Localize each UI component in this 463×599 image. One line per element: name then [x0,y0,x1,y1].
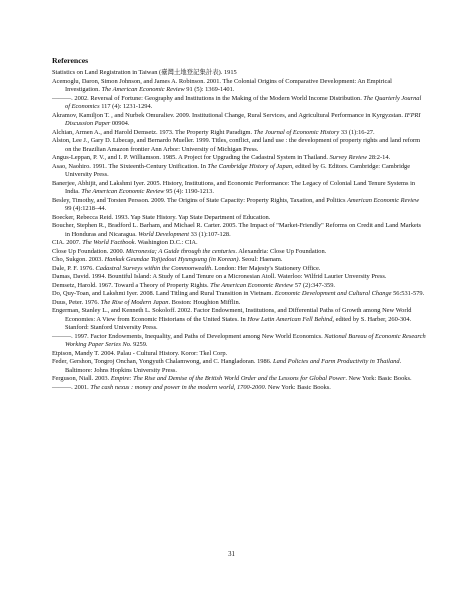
reference-text: ———. 2002. Reversal of Fortune: Geography and Institutions in the Making of the Modern World Income Distribution. [52,94,364,102]
reference-italic-text: The American Economic Review [101,86,185,93]
reference-entry [52,256,426,265]
reference-text: Boecker, Rebecca Reid. 1993. Yap State History. Yap State Department of Education. [52,213,271,221]
reference-entry [52,197,426,214]
reference-text: . Alexandria: Close Up Foundation. [235,247,327,255]
reference-text: 117 (4): 1231-1294. [99,103,153,110]
reference-text: 57 (2):347-359. [293,281,336,289]
reference-entry [52,299,426,308]
reference-entry [52,78,426,95]
reference-entry [52,358,426,375]
reference-text: , edited by S. Harber, 260-304. Stanford: Stanford University Press. [65,315,412,331]
reference-entry [52,112,426,129]
reference-text: Close Up Foundation. 2000. [52,247,126,255]
reference-list [52,69,426,392]
reference-text: Dale, P. F. 1976. [52,264,96,272]
reference-text: Acemoglu, Daron, Simon Johnson, and James A. Robinson. 2001. The Colonial Origins of Comparative Development: An Empirical Investigation. [52,77,392,93]
reference-entry [52,239,426,248]
reference-entry [52,180,426,197]
reference-italic-text: Micronesia; A Guide through the centuries [125,247,236,255]
reference-entry [52,95,426,112]
reference-text: Akramov, Kamiljon T. , and Nurbek Omuraliev. 2009. Institutional Change, Rural Services, and Agricultural Performance in Kyrgyzstan. [52,111,405,119]
reference-entry [52,273,426,282]
reference-italic-text: World Development [138,230,189,238]
reference-text: Engerman, Stanley L., and Kenneth L. Sokoloff. 2002. Factor Endowment, Institutions, and Differential Paths of Growth among New World Economies: A View from Economic Historians of the United States. In [52,307,412,323]
reference-entry [52,384,426,393]
reference-text: Cho, Sukgon. 2003. [52,256,105,263]
reference-entry [52,333,426,350]
reference-text: 91 (5): 1369-1401. [184,86,235,93]
reference-text: Banerjee, Abhijit, and Lakshmi Iyer. 2005. History, Institutions, and Economic Performance: The Legacy of Colonial Land Tenure Systems in India. [52,179,416,195]
reference-text: Ferguson, Niall. 2003. [52,375,111,382]
reference-entry [52,265,426,274]
reference-entry [52,154,426,163]
reference-italic-text: The Rise of Modern Japan [100,298,169,306]
reference-text: 28:2-14. [367,154,391,161]
reference-italic-text: IFPRI Discussion Paper [65,111,421,127]
reference-text: 33 (1):16-27. [339,128,375,136]
reference-text: Alchian, Armen A., and Harold Demsetz. 1973. The Property Right Paradigm. [52,128,254,136]
reference-entry [52,307,426,333]
reference-text: . Boston: Houghton Mifflin. [168,298,241,306]
reference-entry [52,350,426,359]
page-number: 31 [228,551,235,558]
reference-entry [52,248,426,257]
reference-text: Feder, Gershon, Tongroj Onchan, Yongyuth Chalamwong, and C. Hangladoran. 1986. [52,358,274,365]
reference-entry [52,69,426,78]
reference-italic-text: The American Economic Review [81,188,165,195]
reference-text: Angus-Leppan, P. V., and I. P. Williamson. 1985. A Project for Upgrading the Cadastral System in Thailand. [52,154,330,161]
reference-text: 95 (4): 1190-1213. [164,188,214,195]
reference-text: ———. 2001. [52,383,91,391]
reference-italic-text: Cadastral Surveys within the Commonwealth [95,264,212,272]
reference-italic-text: Survey Review [329,154,368,161]
reference-text: . Seoul: Haenam. [238,256,283,263]
reference-text: . 9259. [129,341,148,348]
reference-text: Demsetz, Harold. 1967. Toward a Theory of Property Rights. [52,281,211,289]
reference-italic-text: How Latin American Fell Behind [247,315,333,323]
reference-italic-text: Hankuk Geundae Tojijedoui Hyungsung (in Korean) [104,256,239,263]
reference-italic-text: National Bureau of Economic Research Working Paper Series No [65,332,426,348]
reference-italic-text: The American Economic Review [210,281,294,289]
reference-italic-text: The World Factbook [82,239,135,246]
reference-text: Statistics on Land Registration in Taiwan (臺灣土地登記集計表). 1915 [52,69,237,76]
reference-text: . Baltimore: Johns Hopkins University Press. [65,358,402,374]
reference-italic-text: The cash nexus : money and power in the modern world, 1700-2000 [90,383,265,391]
reference-text: 56:531-579. [391,290,425,297]
reference-italic-text: Economic Development and Cultural Change [274,290,392,297]
reference-text: Duus, Peter. 1976. [52,298,101,306]
reference-entry [52,137,426,154]
reference-entry [52,214,426,223]
reference-text: Damas, David. 1994. Bountiful Island: A Study of Land Tenure on a Micronesian Atoll. Waterloo: Wilfrid Laurier Unversity Press. [52,273,387,280]
reference-text: 33 (1):107-128. [189,230,231,238]
reference-text: Do, Quy-Toan, and Lakshmi Iyer. 2008. Land Titling and Rural Transition in Vietnam. [52,290,275,297]
reference-text: Etpison, Mandy T. 2004. Palau - Cultural History. Koror: Tkel Corp. [52,349,228,357]
reference-entry [52,282,426,291]
reference-text: Boucher, Stephen R., Bradford L. Barham, and Michael R. Carter. 2005. The Impact of "Market-Friendly" Reforms on Credit and Land Markets in Honduras and Nicaragua. [52,222,422,238]
reference-entry [52,129,426,138]
reference-italic-text: The Cambridge History of Japan [207,162,293,170]
reference-entry [52,375,426,384]
reference-italic-text: The Quarterly Journal of Economics [65,94,422,110]
reference-text: . Washington D.C.: CIA. [134,239,198,246]
reference-italic-text: The Journal of Economic History [253,128,340,136]
reference-text: , edited by G. Editors. Cambridge: Cambridge University Press. [65,162,411,178]
reference-text: Besley, Timothy, and Torsten Persson. 2009. The Origins of State Capacity: Property Rights, Taxation, and Politics [52,196,348,204]
reference-text: 99 (4):1218–44. [65,205,107,212]
reference-entry [52,290,426,299]
reference-italic-text: Empire: The Rise and Demise of the British World Order and the Lessons for Global Power [110,375,346,382]
reference-text: Alston, Lee J., Gary D. Libecap, and Bernardo Mueller. 1999. Titles, conflict, and land use : the development of property rights and land reform on the Brazilian Amazon frontier Ann Arbor: University of Michigan Press. [52,137,421,153]
reference-text: . New York: Basic Books. [345,375,412,382]
reference-entry [52,163,426,180]
reference-text: 00904. [110,120,130,127]
reference-text: . New York: Basic Books. [264,383,331,391]
reference-italic-text: American Economic Review [347,196,420,204]
reference-text: CIA. 2007. [52,239,83,246]
reference-italic-text: Land Policies and Farm Productivity in Thailand [273,358,400,365]
reference-text: ———. 1997. Factor Endowments, Inequality, and Paths of Development among New World Economics. [52,332,325,340]
reference-entry [52,222,426,239]
reference-text: . London: Her Majesty's Stationery Office. [211,264,321,272]
reference-text: Asao, Naohiro. 1991. The Sixteenth-Century Unification. In [52,162,208,170]
references-heading: References [52,56,89,65]
